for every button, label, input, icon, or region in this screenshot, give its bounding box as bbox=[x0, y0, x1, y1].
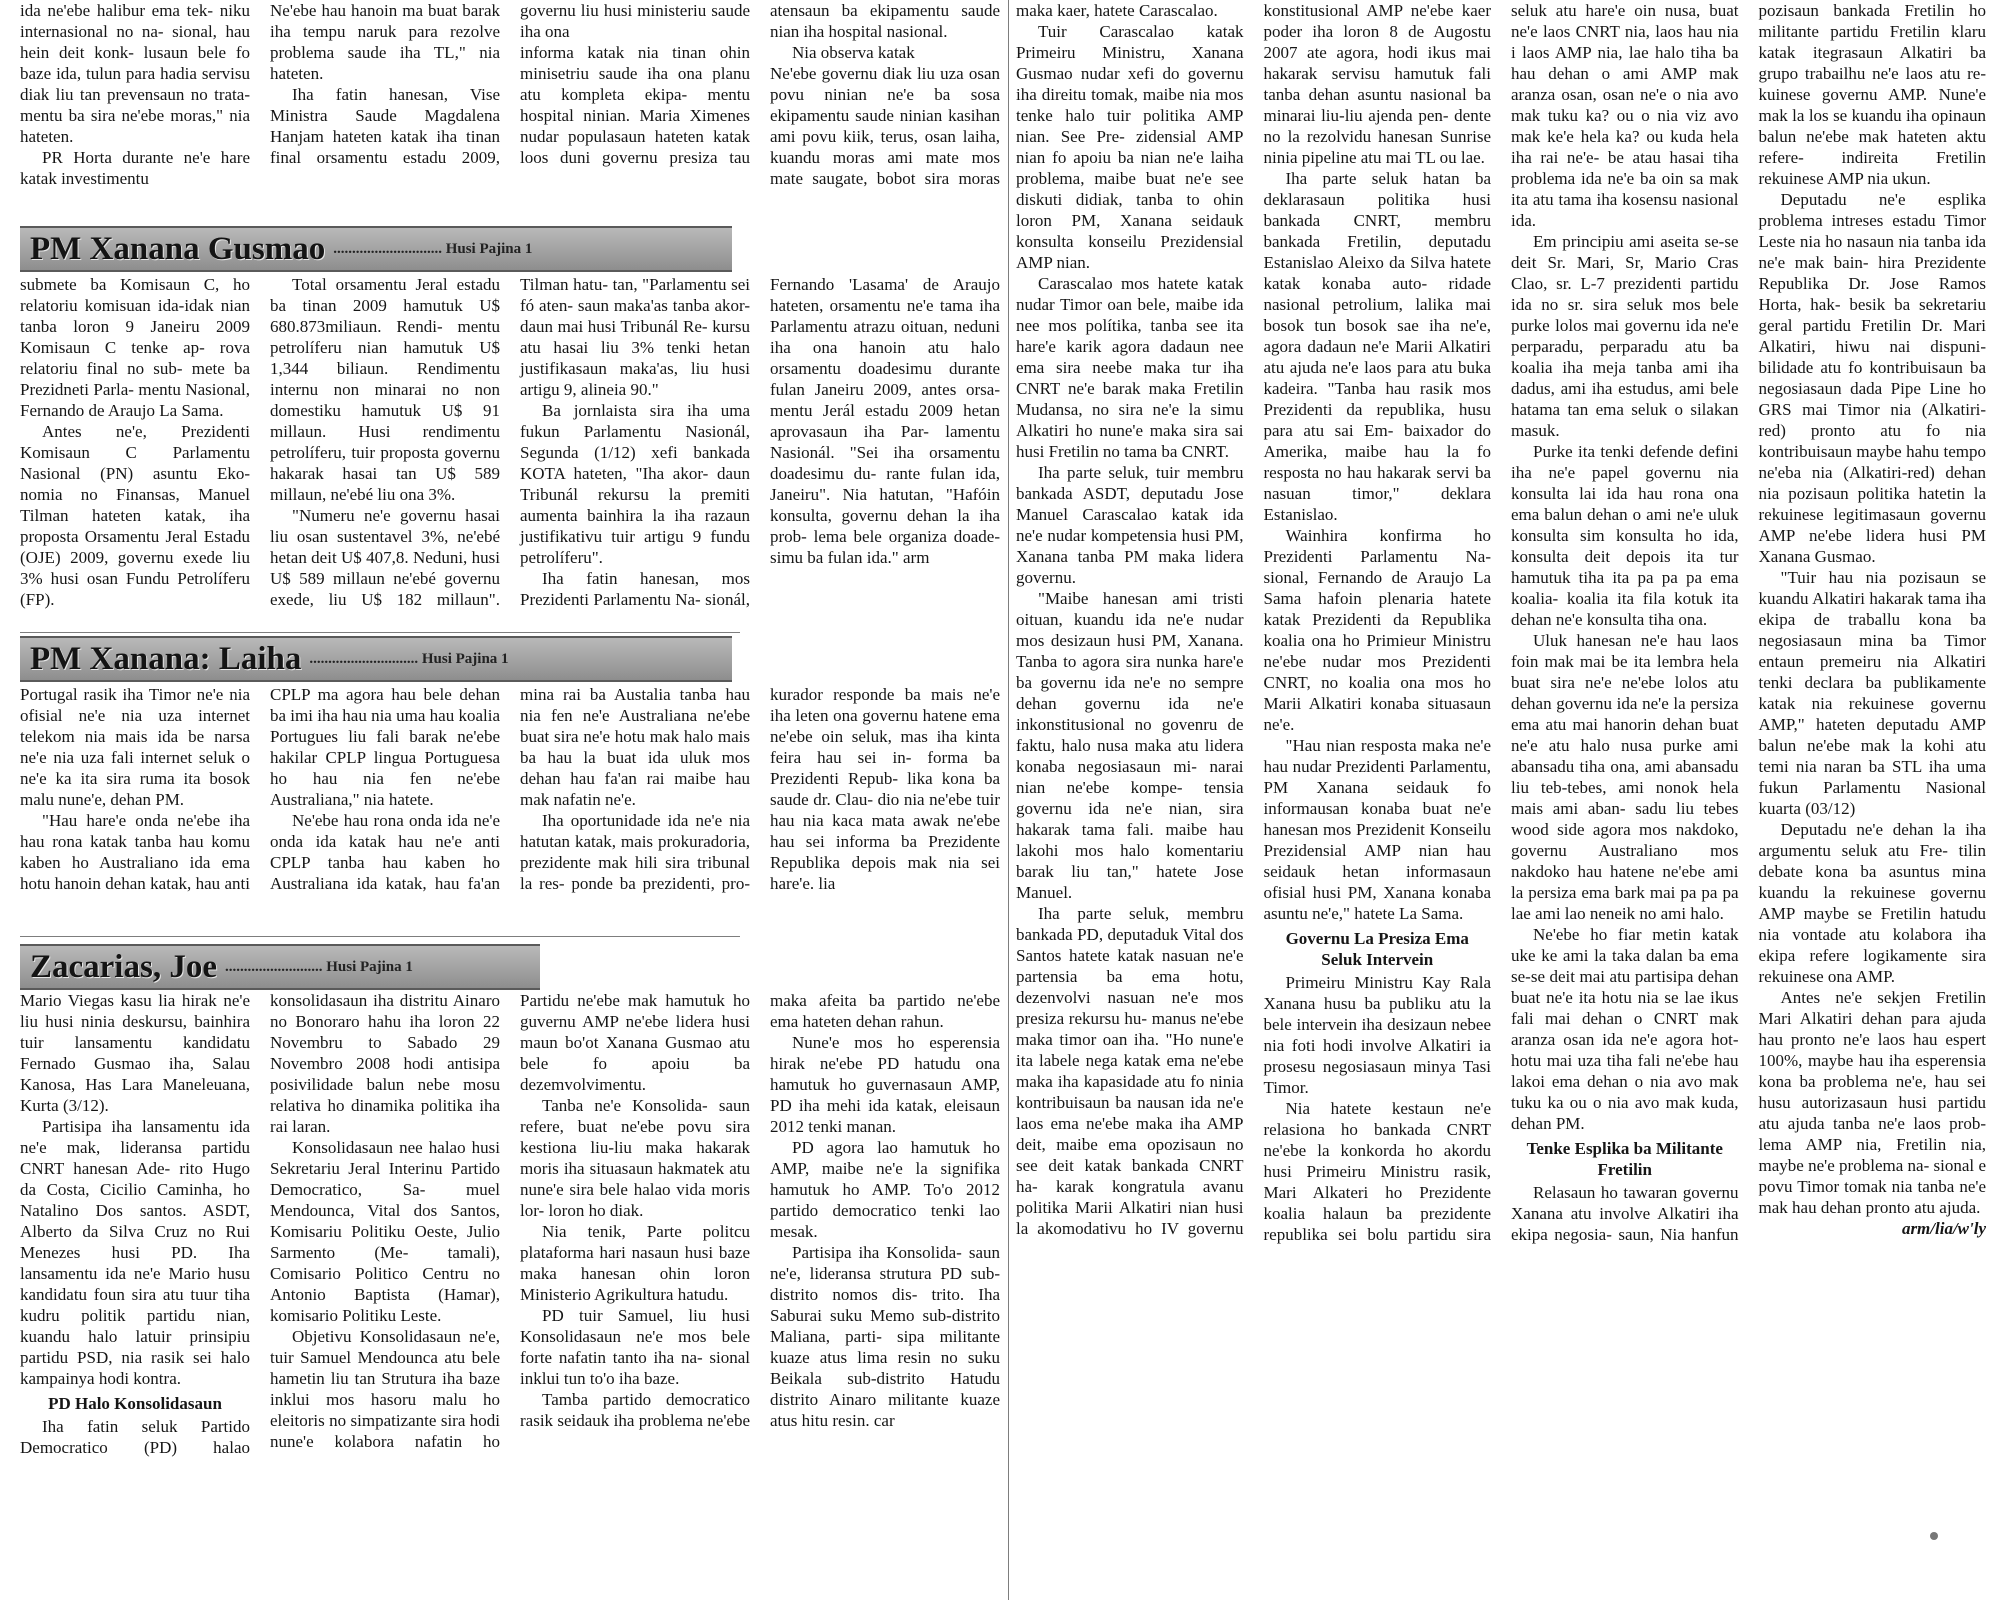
article-pm-xanana-laiha bbox=[20, 684, 1000, 928]
article-paragraph: Objetivu Konsolidasaun ne'e, tuir Samuel Mendounca atu bele hametin liu tan Strutura iha baze inklui mos hasoru malu ho eleitoris no simpatizante sira hodi nune'e kolabora nafatin ho Partidu ne'ebe mak hamutuk ho guvernu AMP ne'ebe lidera husi maun bo'ot Xanana Gusmao atu bele fo apoiu ba dezemvolvimentu. bbox=[270, 991, 750, 1451]
article-paragraph: Partisipa iha lansamentu ida ne'e mak, lideransa partidu CNRT hanesan Ade- rito Hugo da Costa, Cicilio Caminha, ho Natalino Dos santos. ASDT, Alberto da Silva Cruz no Rui Menezes husi PD. Iha lansamentu ida ne'e Mario husu kandidatu foun sira atu tuur tiha kudru politik partidu nian, kuandu halo latuir prinsipiu partidu PSD, nia rasik sei halo kampainya hodi kontra. bbox=[20, 1117, 250, 1388]
article-zacarias-joe bbox=[20, 990, 1000, 1586]
subheading: PD Halo Konsolidasaun bbox=[48, 1394, 222, 1413]
article-paragraph: Antes ne'e, Prezidenti Komisaun C Parlamentu Nasional (PN) asuntu Eko- nomia no Finansas, Manuel Tilman hateten katak, iha proposta Orsamentu Jeral Estadu (OJE) 2009, governu exede liu 3% husi osan Fundu Petrolíferu (FP). bbox=[20, 422, 250, 609]
divider bbox=[20, 936, 740, 937]
article-right-continuation bbox=[1016, 0, 1986, 1590]
author-signature: arm/lia/w'ly bbox=[1901, 1219, 1986, 1238]
article-paragraph: Ne'ebe governu diak liu uza osan povu ninian ne'e ba sosa ekipamentu saude ninian kasihan ami povu kiik, terus, osan laiha, kuandu moras ami mate mos mate saugate, bobot sira moras bbox=[770, 64, 1000, 188]
section-bar-zacarias-joe bbox=[20, 944, 540, 990]
article-paragraph: Partisipa iha Konsolida- saun ne'e, lideransa strutura PD sub-distrito nomos dis- trito. Iha Saburai suku Memo sub-distrito Maliana, parti- sipa militante kuaze atus lima resin no suku Beikala sub-distrito Hatudu distrito Ainaro militante kuaze atus hitu resin. car bbox=[770, 1243, 1000, 1430]
divider bbox=[20, 632, 740, 633]
article-paragraph: "Hau hare'e onda ne'ebe iha hau rona katak tanba hau komu kaben ho Australiano ida ema hotu hanoin dehan katak, hau anti CPLP ma agora hau bele dehan ba imi iha hau nia uma hau koalia Portugues liu fali barak ne'ebe hakilar CPLP lingua Portuguesa ho hau nia fen ne'ebe Australiana," nia hatete. bbox=[20, 685, 500, 893]
article-paragraph: Iha fatin hanesan, mos Prezidenti Parlamentu Na- sionál, Fernando 'Lasama' de Araujo hateten, orsamentu ne'e tama iha Parlamentu atrazu oituan, neduni iha ona hanoin atu halo orsamentu doadesimu durante fulan Janeiru 2009, antes orsa- mentu Jerál estadu 2009 hetan aprovasaun iha Par- lamentu Nasionál. "Sei iha orsamentu doadesimu du- rante fulan ida, Janeiru". Nia hatutan, "Hafóin konsulta, governu dehan la iha prob- lema bele organiza doade- simu ba fulan ida." arm bbox=[520, 275, 1000, 609]
section-title: PM Xanana: Laiha bbox=[30, 640, 302, 677]
subheading: Governu La Presiza Ema Seluk Intervein bbox=[1285, 929, 1469, 969]
article-paragraph: Konsolidasaun nee halao husi Sekretariu Jeral Interinu Partido Democratico, Sa- muel Mendounca, Vital dos Santos, Komisariu Politiku Oeste, Julio Sarmento (Me- tamali), Comisario Politico Centru no Antonio Baptista (Hamar), komisario Politiku Leste. bbox=[270, 1138, 500, 1325]
article-paragraph: "Hau nian resposta maka ne'e hau nudar Prezidenti Parlamentu, PM Xanana seidauk fo informausan konaba buat ne'e hanesan mos Prezidenit Konseilu Prezidensial AMP nian hau seidauk hetan informasaun ofisial husi PM, Xanana konaba asuntu ne'e," hatete La Sama. bbox=[1263, 736, 1491, 923]
top-continuation bbox=[20, 0, 1000, 208]
article-paragraph: Carascalao mos hatete katak nudar Timor oan bele, maibe ida nee mos polítika, tanba see ita hare'e karik agora dadaun nee ema sira neebe maka tur iha CNRT ne'e barak maka Fretilin Mudansa, no sira ne'e la simu Alkatiri ho nune'e maka sira sai husi Fretilin no tama ba CNRT. bbox=[1016, 274, 1244, 461]
article-paragraph: Ne'ebe hau rona onda ida ne'e onda ida katak hau ne'e anti CPLP tanba hau kaben ho Australiana ida katak, hau fa'an mina rai ba Austalia tanba hau nia fen ne'e Australiana ne'ebe buat sira ne'e hotu mak halo mais ba hau la buat ida uluk mos dehan hau fa'an rai maibe hau mak nafatin ne'e. bbox=[270, 685, 750, 893]
column-divider bbox=[1008, 0, 1009, 1600]
article-paragraph: Portugal rasik iha Timor ne'e nia ofisial ne'e nia uza internet telekom nia mais ida be narsa ne'e nia uza fali internet seluk o ne'e ka ita sira ruma ita bosok malu nune'e, dehan PM. bbox=[20, 685, 250, 809]
article-paragraph: "Maibe hanesan ami tristi oituan, kuandu ida ne'e nudar mos desizaun husi PM, Xanana. Tanba to agora sira nunka hare'e ba governu ida ne'e no sempre dehan governu ida ne'e inkonstitusional no govenru de faktu, halo nusa maka atu lidera konaba negosiasaun mi- narai nian ne'ebe kompe- tensia governu ida ne'e nian, sira hakarak tama fali. maibe hau lakohi mos halo komentariu barak liu tan," hatete Jose Manuel. bbox=[1016, 589, 1244, 902]
article-paragraph: Tanba ne'e Konsolida- saun refere, buat ne'ebe povu sira kestiona liu-liu maka hakarak moris iha situasaun hakmatek atu nune'e sira bele halao vida moris lor- loron ho diak. bbox=[520, 1096, 750, 1220]
article-paragraph: Deputadu ne'e dehan la iha argumentu seluk atu Fre- tilin debate kona ba asuntus mina kuandu la rekuinese governu AMP maybe se Fretilin hatudu nia vontade atu kolabora iha ekipa refere logikamente sira rekuinese ona AMP. bbox=[1758, 820, 1986, 986]
article-paragraph: informa katak nia tinan ohin minisetriu saude iha ona planu atu kompleta ekipa- mentu hospital ninian. Maria Ximenes nudar populasaun hateten katak loos duni governu presiza tau atensaun ba ekipamentu saude nian iha hospital nasional. bbox=[520, 1, 1000, 167]
section-bar-pm-xanana-gusmao bbox=[20, 226, 732, 272]
article-paragraph: PR Horta durante ne'e hare katak investimentu bbox=[20, 148, 250, 188]
article-paragraph: Ne'ebe ho fiar metin katak uke ke ami la taka dalan ba ema se-se deit mai atu partisipa dehan buat ne'e ita hotu nia se lae ikus fali mai dehan o CNRT mak aranza osan ida ne'e agora hot-hotu mai uza tiha fali ne'ebe hau lakoi ema dehan o nia avo mak tuku ka ou o nia avo mak kuda, dehan PM. bbox=[1511, 925, 1739, 1133]
article-paragraph: Primeiru Ministru Kay Rala Xanana husu ba publiku atu la bele intervein iha desizaun nebee nia foti hodi involve Alkatiri ia prosesu negosiasaun minya Tasi Timor. bbox=[1263, 973, 1491, 1097]
article-paragraph: Purke ita tenki defende defini iha ne'e papel governu nia konsulta lai ida hau rona ona ema balun dehan o ami ne'e uluk konsulta sim konsulta ho ida, konsulta deit depois ita tur hamutuk tiha ita pa pa pa ema koalia- koalia ita fila kotuk ita dehan ne'e konsulta tiha ona. bbox=[1511, 442, 1739, 629]
section-bar-pm-xanana-laiha bbox=[20, 636, 732, 682]
article-paragraph: Uluk hanesan ne'e hau laos foin mak mai be ita lembra hela buat sira ne'e ne'ebe lolos atu dehan governu ida ne'e la persiza ema atu mai hanorin dehan buat ne'e atu halo nusa purke ami abansadu tiha ona, ami abansadu liu teb-tebes, ami nonok hela mais ami aban- sadu liu tebes wood side agora mos nakdoko, governu Australiano mos nakdoko hau hatene ne'ebe ami la persiza ema bark mai pa pa pa lae ami lao neneik no ami halo. bbox=[1511, 631, 1739, 923]
article-paragraph: Ba jornlaista sira iha uma fukun Parlamentu Nasionál, Segunda (1/12) xefi bankada KOTA hateten, "Iha akor- daun Tribunál rekursu la premiti aumenta bainhira la iha razaun justifikativu tuir artigu 9 fundu petrolíferu". bbox=[520, 401, 750, 567]
article-paragraph: Mario Viegas kasu lia hirak ne'e liu husi ninia deskursu, bainhira tuir lansamentu kandidatu Fernado Gusmao iha, Salau Kanosa, Has Lara Maneleuana, Kurta (3/12). bbox=[20, 991, 250, 1115]
article-paragraph: Tuir Carascalao katak Primeiru Ministru, Xanana Gusmao nudar xefi do governu iha direitu tomak, maibe nia mos tenke halo tuir politika AMP nian. See Pre- zidensial AMP nian fo apoiu ba nian ne'e laiha problema, maibe buat ne'e see diskuti didiak, tanba to ohin loron PM, Xanana seidauk konsulta konseilu Prezidensial AMP nian. bbox=[1016, 22, 1244, 272]
article-pm-xanana-gusmao bbox=[20, 274, 1000, 626]
article-paragraph: Wainhira konfirma ho Prezidenti Parlamentu Na- sional, Fernando de Araujo La Sama hafoin plenaria hatete katak Prezidenti da Republika koalia ona ho Primieur Ministru ne'ebe nudar mos Prezidenti CNRT, no koalia ona mos ho Marii Alkatiri konaba situasaun ne'e. bbox=[1263, 526, 1491, 734]
article-paragraph: maka kaer, hatete Carascalao. bbox=[1016, 1, 1218, 20]
article-paragraph: Iha parte seluk hatan ba deklarasaun politika husi bankada CNRT, membru bankada Fretilin, deputadu Estanislao Aleixo da Silva hatete katak konaba auto- ridade nasional petrolium, lalika mai bosok tun bosok sae iha ne'e, agora dadaun ne'e Marii Alkatiri atu ajuda ne'e laos para atu buka kadeira. "Tanba hau rasik mos Prezidenti da republika, husu para atu sai Em- baixador do Amerika, maibe hau la fo resposta no hau hakarak servi ba nasuan timor," deklara Estanislao. bbox=[1263, 169, 1491, 524]
article-paragraph: submete ba Komisaun C, ho relatoriu komisuan ida-idak nian tanba loron 9 Janeiru 2009 Komisaun C tenke ap- rova relatoriu final no sub- mete ba Prezidneti Parla- mentu Nasional, Fernando de Araujo La Sama. bbox=[20, 275, 250, 420]
article-paragraph: Nia tenik, Parte politcu plataforma hari nasaun husi baze maka hanesan ohin loron Ministerio Agrikultura hatudu. bbox=[520, 1222, 750, 1304]
article-paragraph: Em principiu ami aseita se-se deit Sr. Mari, Sr, Mario Cras Clao, sr. L-7 prezidenti partidu ida no sr. sira seluk mos bele purke lolos mai governu ida ne'e perparadu, perparadu atu ba koalia iha meja tanba ami iha dadus, ami iha estudus, ami bele hatama tan ema seluk o silakan masuk. bbox=[1511, 232, 1739, 440]
article-paragraph: Iha fatin hanesan, Vise Ministra Saude Magdalena Hanjam hateten katak iha tinan final orsamentu estadu 2009, governu liu husi ministeriu saude iha ona bbox=[270, 1, 750, 167]
article-paragraph: Nia observa katak bbox=[792, 43, 915, 62]
article-paragraph: Tamba partido democratico rasik seidauk iha problema ne'ebe maka afeita ba partido ne'ebe ema hateten dehan rahun. bbox=[520, 991, 1000, 1430]
article-paragraph: PD tuir Samuel, liu husi Konsolidasaun ne'e mos bele forte nafatin tanto iha na- sional inklui tun to'o iha baze. bbox=[520, 1306, 750, 1388]
article-paragraph: Relasaun ho tawaran governu Xanana atu involve Alkatiri iha ekipa negosia- saun, Nia hanfun pozisaun bankada Fretilin ho militante partidu Fretilin klaru katak itegrasaun Alkatiri ba grupo trabailhu ne'e laos atu re- kuinese governu AMP. Nune'e mak la los se kuandu iha opinaun balun ne'ebe mak hateten aktu refere- indireita Fretilin rekuinese AMP nia ukun. bbox=[1511, 1, 1986, 1244]
page-reference: ............................. Husi Pajina 1 bbox=[309, 650, 509, 667]
scan-speck bbox=[1930, 1532, 1938, 1540]
section-title: PM Xanana Gusmao bbox=[30, 230, 326, 267]
article-paragraph: "Numeru ne'e governu hasai liu osan sustentavel 3%, ne'ebé hetan deit U$ 407,8. Neduni, husi U$ 589 millaun ne'ebé governu exede, liu U$ 182 millaun". Tilman hatu- tan, "Parlamentu sei fó aten- saun maka'as tanba akor- daun mai husi Tribunál Re- kursu atu hasai liu 3% tenki hetan justifikasaun maka'as, liu husi artigu 9, alineia 90." bbox=[270, 275, 750, 609]
article-paragraph: Iha parte seluk, tuir membru bankada ASDT, deputadu Jose Manuel Carascalao katak ida ne'e nudar kompetensia husi PM, Xanana tanba PM maka lidera governu. bbox=[1016, 463, 1244, 587]
section-title: Zacarias, Joe bbox=[30, 948, 217, 985]
article-paragraph: Iha fatin seluk Partido Democratico (PD) halao konsolidasaun iha distritu Ainaro no Bonoraro hahu iha loron 22 Novembru to Sabado 29 Novembro 2008 hodi antisipa posivilidade balun nebe mosu relativa ho dinamika politika iha rai laran. bbox=[20, 991, 500, 1457]
article-paragraph: Antes ne'e sekjen Fretilin Mari Alkatiri dehan para ajuda hau pronto ne'e laos hau espert 100%, maybe hau iha esperensia kona ba problema ne'e, hau sei husu autorizasaun husi partidu atu ajuda tanba ne'e laos prob- lema AMP nia, Fretilin nia, maybe ne'e problema na- sional e povu Timor tomak nia tanba ne'e mak hau dehan pronto atu ajuda. bbox=[1758, 988, 1986, 1217]
article-paragraph: Nune'e mos ho esperensia hirak ne'ebe PD hatudu ona hamutuk ho guvernasaun AMP, PD iha mehi ida katak, eleisaun 2012 tenki manan. bbox=[770, 1033, 1000, 1136]
article-paragraph: Iha oportunidade ida ne'e nia hatutan katak, mais prokuradoria, prezidente mak hili sira tribunal la res- ponde ba prezidenti, pro- kurador responde ba mais ne'e iha leten ona governu hatene ema ne'ebe oin seluk, mas iha kinta feira hau sei in- forma ba Prezidenti Repub- lika kona ba saude dr. Clau- dio nia ne'ebe tuir hau nia kaca mata awak ne'ebe hau sei informa ba Prezidente Republika depois mak nia sei hare'e. lia bbox=[520, 685, 1000, 893]
page-reference: ............................. Husi Pajina 1 bbox=[333, 240, 533, 257]
article-paragraph: ida ne'ebe halibur ema tek- niku internasional no na- sional, hau hein deit konk- lusaun bele fo baze ida, tulun para hadia servisu diak liu tan prevensaun no trata- mentu ba sira ne'ebe moras," nia hateten. bbox=[20, 1, 250, 146]
article-paragraph: Nia hatete kestaun ne'e relasiona ho bankada CNRT ne'ebe la konkorda ho akordu husi Primeiru Ministru rasik, Mari Alkateri ho Prezidente koalia halaun ba prezidente republika sei bolu partidu sira seluk atu hare'e oin nusa, buat ne'e laos CNRT nia, laos hau nia i laos AMP nia, lae halo tiha ba hau dehan o ami AMP mak aranza osan, osan ne'e o nia avo mak tuku ka? ou o nia viz avo mak ke'e hela ka? ou kuda hela iha rai ne'e- be atau hasai tiha problema ida ne'e ba oin sa mak ita atu tama iha kosensu nasional ida. bbox=[1263, 1, 1739, 1244]
top-col-1 bbox=[20, 0, 250, 189]
page-reference: .......................... Husi Pajina 1 bbox=[224, 958, 413, 975]
article-paragraph: "Tuir hau nia pozisaun se kuandu Alkatiri hakarak tama iha ekipa de traballu kona ba negosiasaun mina ba Timor entaun premeiru nia Alkatiri tenki declara ba publikamente katak nia rekuinese governu AMP," hateten deputadu AMP balun ne'ebe mak la kohi atu temi nia naran ba STL iha uma fukun Parlamentu Nasional kuarta (03/12) bbox=[1758, 568, 1986, 818]
article-paragraph: Ne'ebe hau hanoin ma buat barak iha tempu naruk para rezolve problema saude iha TL," nia hateten. bbox=[270, 1, 500, 83]
article-paragraph: Total orsamentu Jeral estadu ba tinan 2009 hamutuk U$ 680.873miliaun. Rendi- mentu petrolíferu nian hamutuk U$ 1,344 biliaun. Rendimentu internu non minarai no non domestiku hamutuk U$ 91 millaun. Husi rendimentu petrolíferu, tuir proposta governu hakarak hasai tan U$ 589 millaun, ne'ebé liu ona 3%. bbox=[270, 275, 500, 504]
article-paragraph: Iha parte seluk, membru bankada PD, deputaduk Vital dos Santos hatete katak nasuan ne'e partensia ba ema hotu, dezenvolvi nasuan ne'e mos presiza rekursu hu- manus ne'ebe maka timor oan iha. "Ho nune'e ita labele nega katak ema ne'ebe maka iha kapasidade atu fo ninia kontribuisaun ba nausan ida ne'e laos ema ne'ebe maka iha AMP deit, maibe ema opozisaun no see deit katak bankada CNRT ha- karak kongratula avanu politika Marii Alkatiri nian husi la akomodativu ho IV governu konstitusional AMP ne'ebe kaer poder iha loron 8 de Augostu 2007 ate agora, hodi ikus mai hakarak servisu hamutuk fali tanba dehan asuntu nasional ba minarai liu-liu ajenda pen- dente no la rezolvidu hanesan Sunrise ninia pipeline atu mai TL ou lae. bbox=[1016, 1, 1491, 1238]
article-paragraph: PD agora lao hamutuk ho AMP, maibe ne'e la signifika hamutuk ho AMP. To'o 2012 partido democratico tenki lao mesak. bbox=[770, 1138, 1000, 1241]
article-paragraph: Deputadu ne'e esplika problema intreses estadu Timor Leste nia ho nasaun nia tanba ida ne'e mak bain- hira Prezidente Republika Dr. Jose Ramos Horta, hak- besik ba sekretariu geral partidu Fretilin Dr. Mari Alkatiri, hiwu nai dispuni- bilidade atu fo kontribuisaun ba negosiasaun dada Pipe Line ho GRS mai Timor nia (Alkatiri-red) pronto atu fo nia kontribuisaun maybe hahu tempo ne'eba nia (Alkatiri-red) dehan nia pozisaun politika hatetin la rekuinese legitimasaun governu AMP ne'ebe lidera husi PM Xanana Gusmao. bbox=[1758, 190, 1986, 566]
subheading: Tenke Esplika ba Militante Fretilin bbox=[1526, 1139, 1723, 1179]
